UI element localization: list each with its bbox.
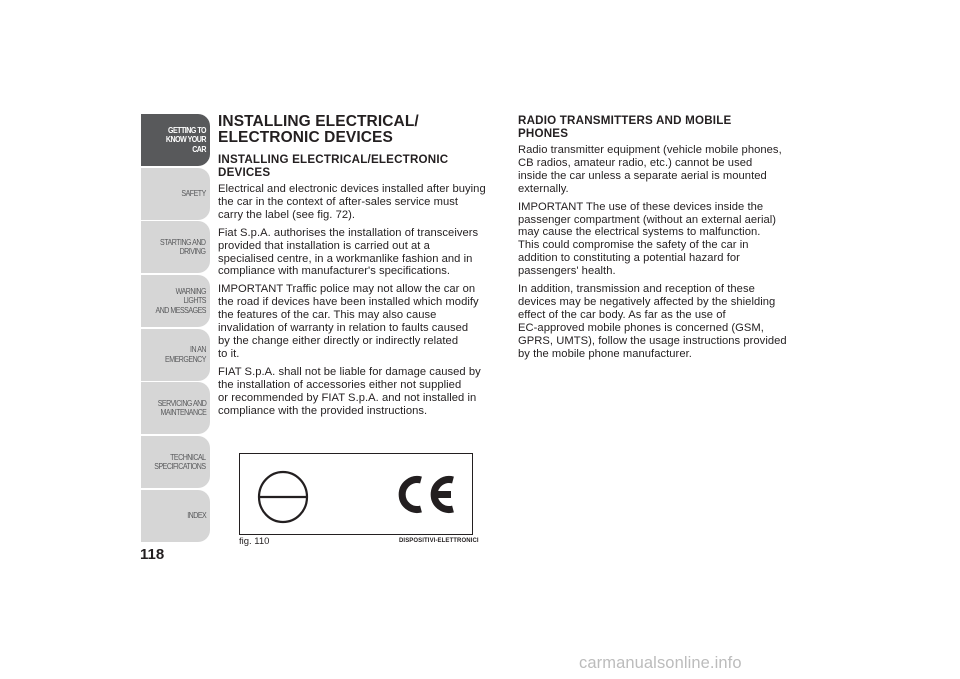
subsection-title-radio: RADIO TRANSMITTERS AND MOBILE PHONES [518,114,732,140]
tab-label: WARNING LIGHTS AND MESSAGES [155,285,206,315]
section-title: INSTALLING ELECTRICAL/ ELECTRONIC DEVICES [218,113,419,146]
paragraph-liability: FIAT S.p.A. shall not be liable for damage caused by the installation of accessories either not supplied or recommended by FIAT S.p.A. and not installed in compliance with the provided instructions. [218,365,481,417]
e-mark-icon [259,472,307,522]
paragraph-label-requirement: Electrical and electronic devices installed after buying the car in the context of after-sales service must carry the label (see fig. 72). [218,183,486,221]
tab-servicing-and-maintenance[interactable] [141,382,210,434]
tab-label: INDEX [186,510,206,521]
ce-mark-icon [402,480,453,510]
tab-label: SAFETY [181,187,206,198]
tab-index[interactable] [141,490,210,542]
figure-caption: fig. 110 [239,536,270,547]
tab-label: IN AN EMERGENCY [165,344,206,364]
subsection-title: INSTALLING ELECTRICAL/ELECTRONIC DEVICES [218,153,449,179]
paragraph-shielding-effect: In addition, transmission and reception of these devices may be negatively affected by the shielding effect of the car body. As far as the use of EC-approved mobile phones is concerned (GSM, GPRS, UMTS), follow the usage instructions provided by the mobile phone manufacturer. [518,283,787,360]
tab-starting-and-driving[interactable] [141,221,210,273]
tab-warning-lights-and-messages[interactable] [141,275,210,327]
right-column [518,115,798,366]
paragraph-transceiver-authorisation: Fiat S.p.A. authorises the installation of transceivers provided that installation is carried out at a specialised centre, in a workmanlike fashion and in compliance with manufacturer's specifications. [218,226,479,278]
tab-safety[interactable] [141,168,210,220]
left-column [218,114,493,422]
tab-in-an-emergency[interactable] [141,329,210,381]
figure-code: DISPOSITIVI-ELETTRONICI [399,538,479,544]
tab-label: TECHNICAL SPECIFICATIONS [154,451,206,472]
page-number: 118 [140,546,165,563]
paragraph-important-compartment: IMPORTANT The use of these devices inside the passenger compartment (without an external aerial) may cause the electrical systems to malfunction. This could compromise the safety of the car in addition to constituting a potential hazard for passengers' health. [518,200,777,278]
paragraph-radio-equipment: Radio transmitter equipment (vehicle mobile phones, CB radios, amateur radio, etc.) cannot be used inside the car unless a separate aerial is mounted externally. [518,144,782,195]
watermark: carmanualsonline.info [579,654,742,672]
figure-110 [239,453,473,535]
tab-label: GETTING TO KNOW YOUR CAR [165,124,206,154]
paragraph-important-traffic-police: IMPORTANT Traffic police may not allow the car on the road if devices have been installed which modify the features of the car. This may also cause invalidation of warranty in relation to faults caused by the change either directly or indirectly related to it. [218,283,479,360]
tab-getting-to-know-your-car[interactable] [141,114,210,166]
tab-technical-specifications[interactable] [141,436,210,488]
chapter-tabs [141,114,210,544]
tab-label: STARTING AND DRIVING [160,236,206,257]
tab-label: SERVICING AND MAINTENANCE [157,397,206,418]
figure-illustration [240,454,474,536]
